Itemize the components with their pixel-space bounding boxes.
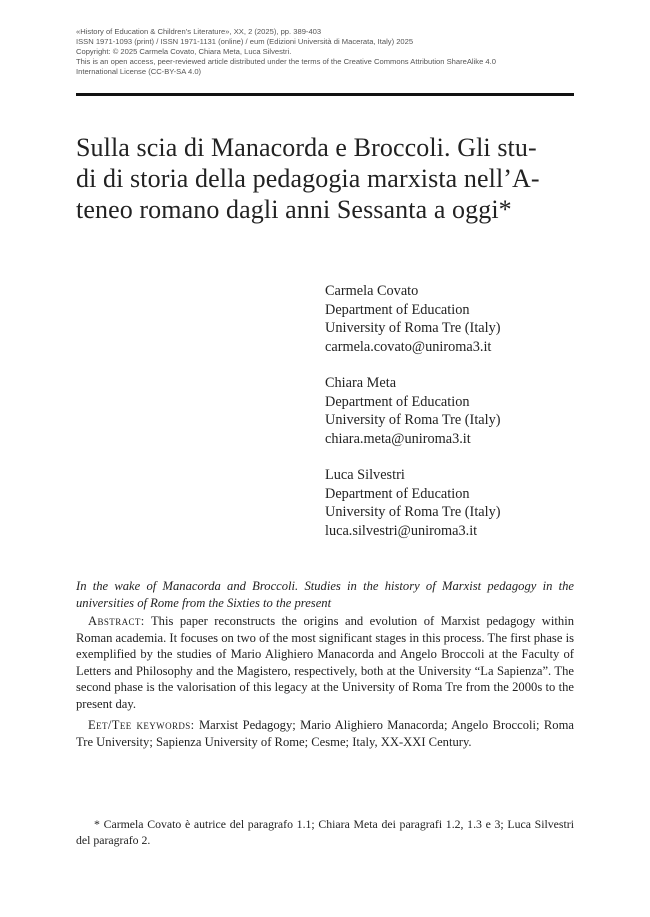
author-university: University of Roma Tre (Italy) <box>325 320 501 336</box>
abstract-text: This paper reconstructs the origins and evolution of Marxist pedagogy within Roman academia. It focuses on two of the most significant stages in this process. The first phase is exemplified by the studies of Mario Alighiero Manacorda and Angelo Broccoli at the Faculty of Letters and Philosophy and the Magistero, respectively, both at the University “La Sapienza”. The second phase is the valorisation of this legacy at the University of Roma Tre from the 2000s to the present day. <box>76 614 574 711</box>
title-line: teneo romano dagli anni Sessanta a oggi* <box>76 195 512 224</box>
keywords-paragraph <box>76 717 574 750</box>
author-block <box>325 282 585 356</box>
abstract-label: Abstract: <box>88 614 145 628</box>
author-name: Chiara Meta <box>325 375 397 391</box>
author-list <box>325 282 585 558</box>
license-line: This is an open access, peer-reviewed article distributed under the terms of the Creative Commons Attribution ShareAlike 4.0 <box>76 57 496 66</box>
issn-line: ISSN 1971-1093 (print) / ISSN 1971-1131 (online) / eum (Edizioni Università di Macerata, Italy) 2025 <box>76 37 414 46</box>
abstract-section <box>76 578 574 755</box>
footnote: * Carmela Covato è autrice del paragrafo 1.1; Chiara Meta dei paragrafi 1.2, 1.3 e 3; Luca Silvestri del paragrafo 2. <box>76 817 574 847</box>
journal-header <box>76 27 576 77</box>
author-university: University of Roma Tre (Italy) <box>325 412 501 428</box>
title-line: Sulla scia di Manacorda e Broccoli. Gli stu- <box>76 133 537 162</box>
license-line-cont: International License (CC-BY-SA 4.0) <box>76 67 202 76</box>
keywords-text: Marxist Pedagogy; Mario Alighiero Manacorda; Angelo Broccoli; Roma Tre University; Sapienza University of Rome; Cesme; Italy, XX-XXI Century. <box>76 718 574 749</box>
abstract-paragraph <box>76 613 574 712</box>
author-block <box>325 374 585 448</box>
header-rule <box>76 93 574 96</box>
title-line: di di storia della pedagogia marxista nell’A- <box>76 164 540 193</box>
author-department: Department of Education <box>325 393 470 410</box>
author-email[interactable]: carmela.covato@uniroma3.it <box>325 338 492 355</box>
author-email[interactable]: chiara.meta@uniroma3.it <box>325 430 471 447</box>
author-block <box>325 466 585 540</box>
author-university: University of Roma Tre (Italy) <box>325 504 501 520</box>
article-title <box>76 132 581 225</box>
author-name: Carmela Covato <box>325 283 419 299</box>
citation-line: «History of Education & Children’s Literature», XX, 2 (2025), pp. 389-403 <box>76 27 322 36</box>
copyright-line: Copyright: © 2025 Carmela Covato, Chiara Meta, Luca Silvestri. <box>76 47 292 56</box>
author-name: Luca Silvestri <box>325 467 405 483</box>
author-department: Department of Education <box>325 301 470 318</box>
keywords-label: Eet/Tee keywords: <box>88 718 195 732</box>
author-email[interactable]: luca.silvestri@uniroma3.it <box>325 522 478 539</box>
english-title: In the wake of Manacorda and Broccoli. Studies in the history of Marxist pedagogy in the universities of Rome from the Sixties to the present <box>76 579 574 610</box>
author-department: Department of Education <box>325 485 470 502</box>
